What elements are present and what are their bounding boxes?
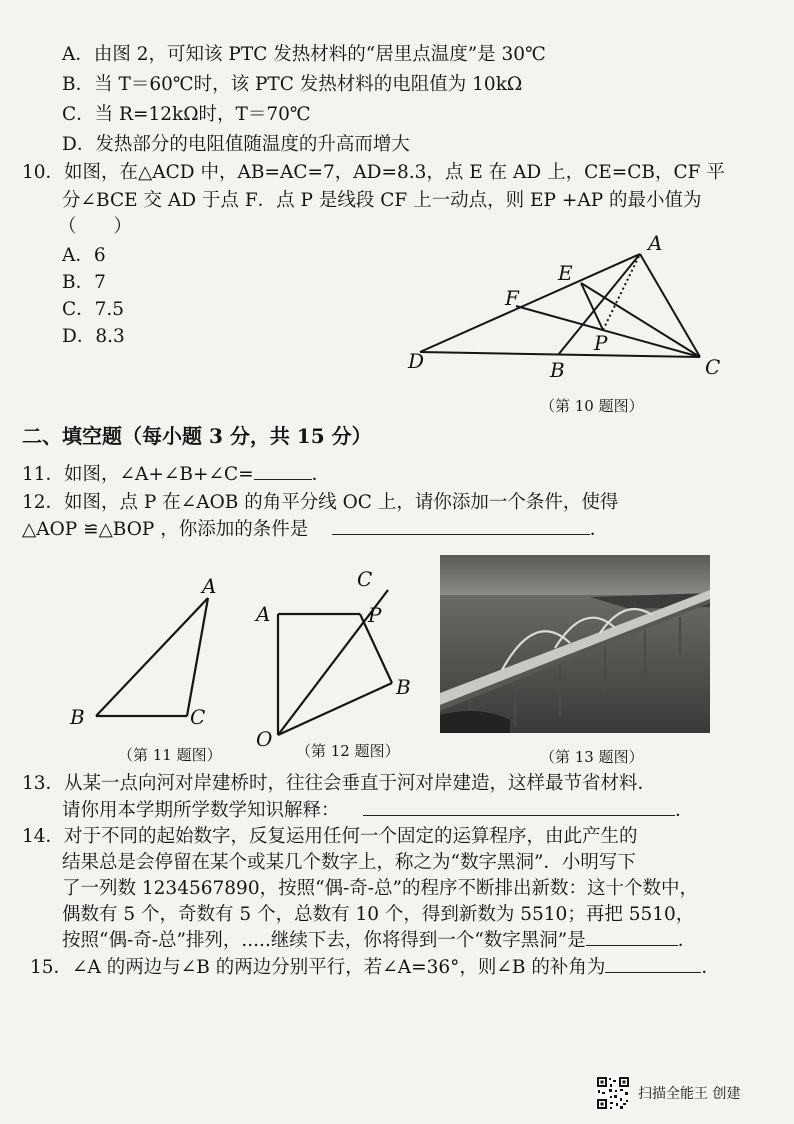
q13-answer-blank[interactable]: [363, 799, 675, 816]
q9-option-d: D．发热部分的电阻值随温度的升高而增大: [62, 134, 410, 155]
fig11-label-b: B: [70, 705, 85, 729]
q13-line1: 13．从某一点向河对岸建桥时，往往会垂直于河对岸建造，这样最节省材料．: [22, 773, 657, 794]
q9-option-c: C．当 R=12kΩ时，T＝70℃: [62, 104, 311, 125]
bridge-photo: [440, 555, 710, 733]
fig11-label-a: A: [202, 574, 217, 598]
q10-option-d: D．8.3: [62, 326, 125, 347]
q14-line1: 14．对于不同的起始数字，反复运用任何一个固定的运算程序，由此产生的: [22, 826, 638, 847]
fig10-label-d: D: [408, 349, 425, 373]
q13-line2: 请你用本学期所学数学知识解释： ．: [62, 800, 694, 821]
q9-option-a: A．由图 2，可知该 PTC 发热材料的“居里点温度”是 30℃: [62, 44, 546, 65]
q10-line1: 10．如图，在△ACD 中，AB=AC=7，AD=8.3，点 E 在 AD 上，CE=CB，CF 平: [22, 162, 725, 183]
q15-answer-blank[interactable]: [605, 956, 701, 973]
q12-line2: △AOP ≌△BOP ，你添加的条件是 ．: [22, 519, 609, 540]
fig12-label-o: O: [256, 727, 273, 751]
q10-option-a: A．6: [62, 245, 106, 266]
scanner-watermark: [596, 1076, 740, 1110]
q14-answer-blank[interactable]: [586, 929, 678, 946]
fig13-caption: （第 13 题图）: [540, 748, 644, 766]
q14-line5: 按照“偶-奇-总”排列，.....继续下去，你将得到一个“数字黑洞”是 ．: [62, 930, 697, 951]
q9-option-b: B．当 T＝60℃时，该 PTC 发热材料的电阻值为 10kΩ: [62, 74, 523, 95]
fig10-label-a: A: [648, 231, 663, 255]
fig12-label-c: C: [357, 567, 373, 591]
fig12-label-a: A: [256, 602, 271, 626]
q10-option-b: B．7: [62, 272, 106, 293]
figure-11: [60, 568, 220, 733]
fig11-label-c: C: [190, 705, 206, 729]
q11-answer-blank[interactable]: [254, 463, 312, 480]
qr-code-icon: [596, 1076, 630, 1110]
fig12-label-b: B: [396, 675, 411, 699]
section-2-title: 二、填空题（每小题 3 分，共 15 分）: [22, 424, 372, 448]
q10-line2: 分∠BCE 交 AD 于点 F．点 P 是线段 CF 上一动点，则 EP +AP 的最小值为: [62, 190, 702, 211]
fig10-caption: （第 10 题图）: [540, 397, 644, 415]
q10-answer-bracket: （ ）: [58, 216, 133, 237]
q11-text: 11．如图，∠A+∠B+∠C= ．: [22, 464, 331, 485]
watermark-text: 扫描全能王 创建: [638, 1086, 741, 1102]
fig10-label-e: E: [558, 261, 573, 285]
q12-line1: 12．如图，点 P 在∠AOB 的角平分线 OC 上，请你添加一个条件，使得: [22, 492, 619, 513]
fig10-label-b: B: [550, 358, 565, 382]
q15-text: 15．∠A 的两边与∠B 的两边分别平行，若∠A=36°，则∠B 的补角为 ．: [30, 957, 720, 978]
fig10-label-c: C: [705, 355, 721, 379]
q14-line4: 偶数有 5 个，奇数有 5 个，总数有 10 个，得到新数为 5510；再把 5510，: [62, 904, 695, 925]
fig10-label-p: P: [594, 331, 608, 355]
fig12-caption: （第 12 题图）: [296, 742, 400, 760]
figure-10: [400, 228, 730, 388]
q14-line2: 结果总是会停留在某个或某几个数字上，称之为“数字黑洞”．小明写下: [62, 852, 636, 873]
q14-line3: 了一列数 1234567890，按照“偶-奇-总”的程序不断排出新数：这十个数中，: [62, 878, 699, 899]
fig10-label-f: F: [505, 286, 519, 310]
q10-option-c: C．7.5: [62, 299, 125, 320]
fig11-caption: （第 11 题图）: [118, 746, 222, 764]
q12-answer-blank[interactable]: [332, 518, 590, 535]
fig12-label-p: P: [368, 603, 382, 627]
